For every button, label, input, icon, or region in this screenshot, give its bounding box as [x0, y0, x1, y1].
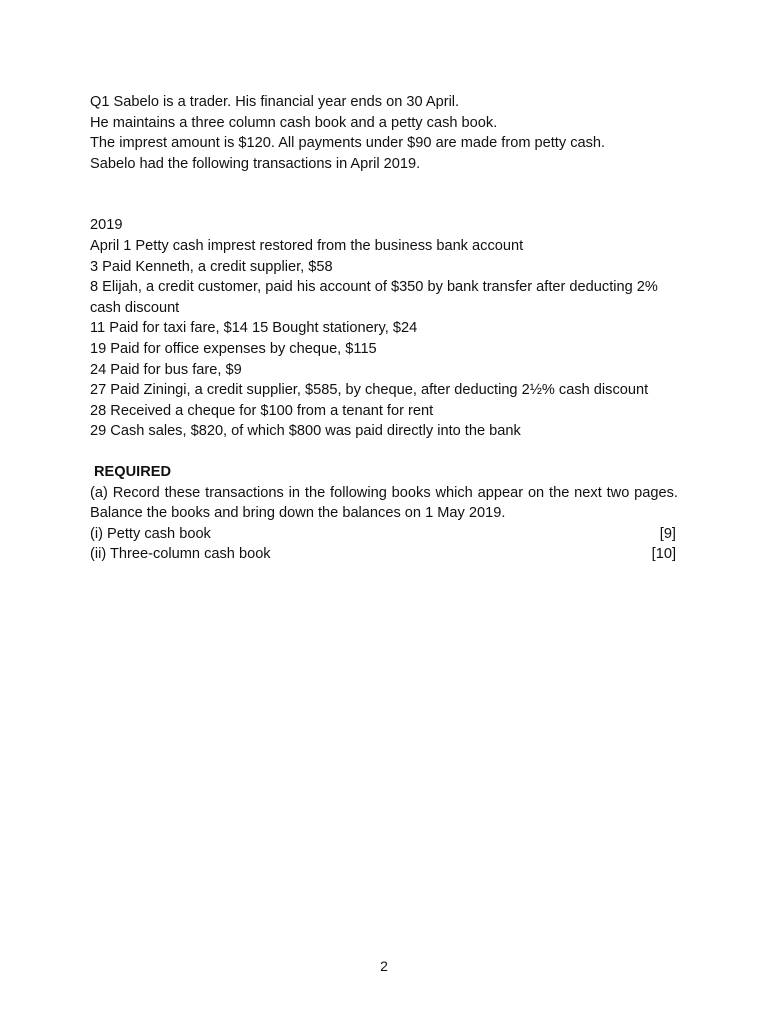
part-marks: [9]: [659, 525, 676, 542]
spacer: [90, 442, 678, 462]
transaction-item: 11 Paid for taxi fare, $14 15 Bought stationery, $24: [90, 320, 418, 337]
required-part: [90, 524, 676, 545]
transactions-list: [90, 215, 678, 442]
question-page: [90, 92, 678, 565]
transaction-item: 19 Paid for office expenses by cheque, $115: [90, 340, 377, 357]
transaction-item: 27 Paid Ziningi, a credit supplier, $585, by cheque, after deducting 2½% cash discount: [90, 382, 649, 399]
part-label: (ii) Three-column cash book: [90, 546, 271, 563]
spacer: [90, 195, 678, 215]
transaction-item: 8 Elijah, a credit customer, paid his account of $350 by bank transfer after deducting 2% cash discount: [90, 279, 658, 316]
required-section: [90, 462, 678, 565]
intro-line: The imprest amount is $120. All payments under $90 are made from petty cash.: [90, 135, 606, 152]
transaction-item: 28 Received a cheque for $100 from a tenant for rent: [90, 402, 434, 419]
page-number: 2: [380, 958, 388, 974]
required-part: [90, 544, 676, 565]
required-instruction: (a) Record these transactions in the following books which appear on the next two pages. Balance the books and bring down the balances on 1 May 2019.: [90, 484, 678, 522]
part-label: (i) Petty cash book: [90, 525, 211, 542]
transaction-item: 29 Cash sales, $820, of which $800 was paid directly into the bank: [90, 423, 521, 440]
intro-line: He maintains a three column cash book and a petty cash book.: [90, 114, 498, 131]
transaction-item: 24 Paid for bus fare, $9: [90, 361, 242, 378]
required-heading: REQUIRED: [94, 463, 172, 480]
spacer: [90, 174, 678, 195]
transaction-item: 3 Paid Kenneth, a credit supplier, $58: [90, 258, 333, 275]
question-intro: [90, 92, 678, 174]
intro-line: Q1 Sabelo is a trader. His financial year ends on 30 April.: [90, 94, 460, 110]
intro-line: Sabelo had the following transactions in April 2019.: [90, 155, 421, 172]
transactions-year: 2019: [90, 217, 123, 234]
transaction-item: April 1 Petty cash imprest restored from the business bank account: [90, 237, 524, 254]
part-marks: [10]: [651, 546, 676, 563]
